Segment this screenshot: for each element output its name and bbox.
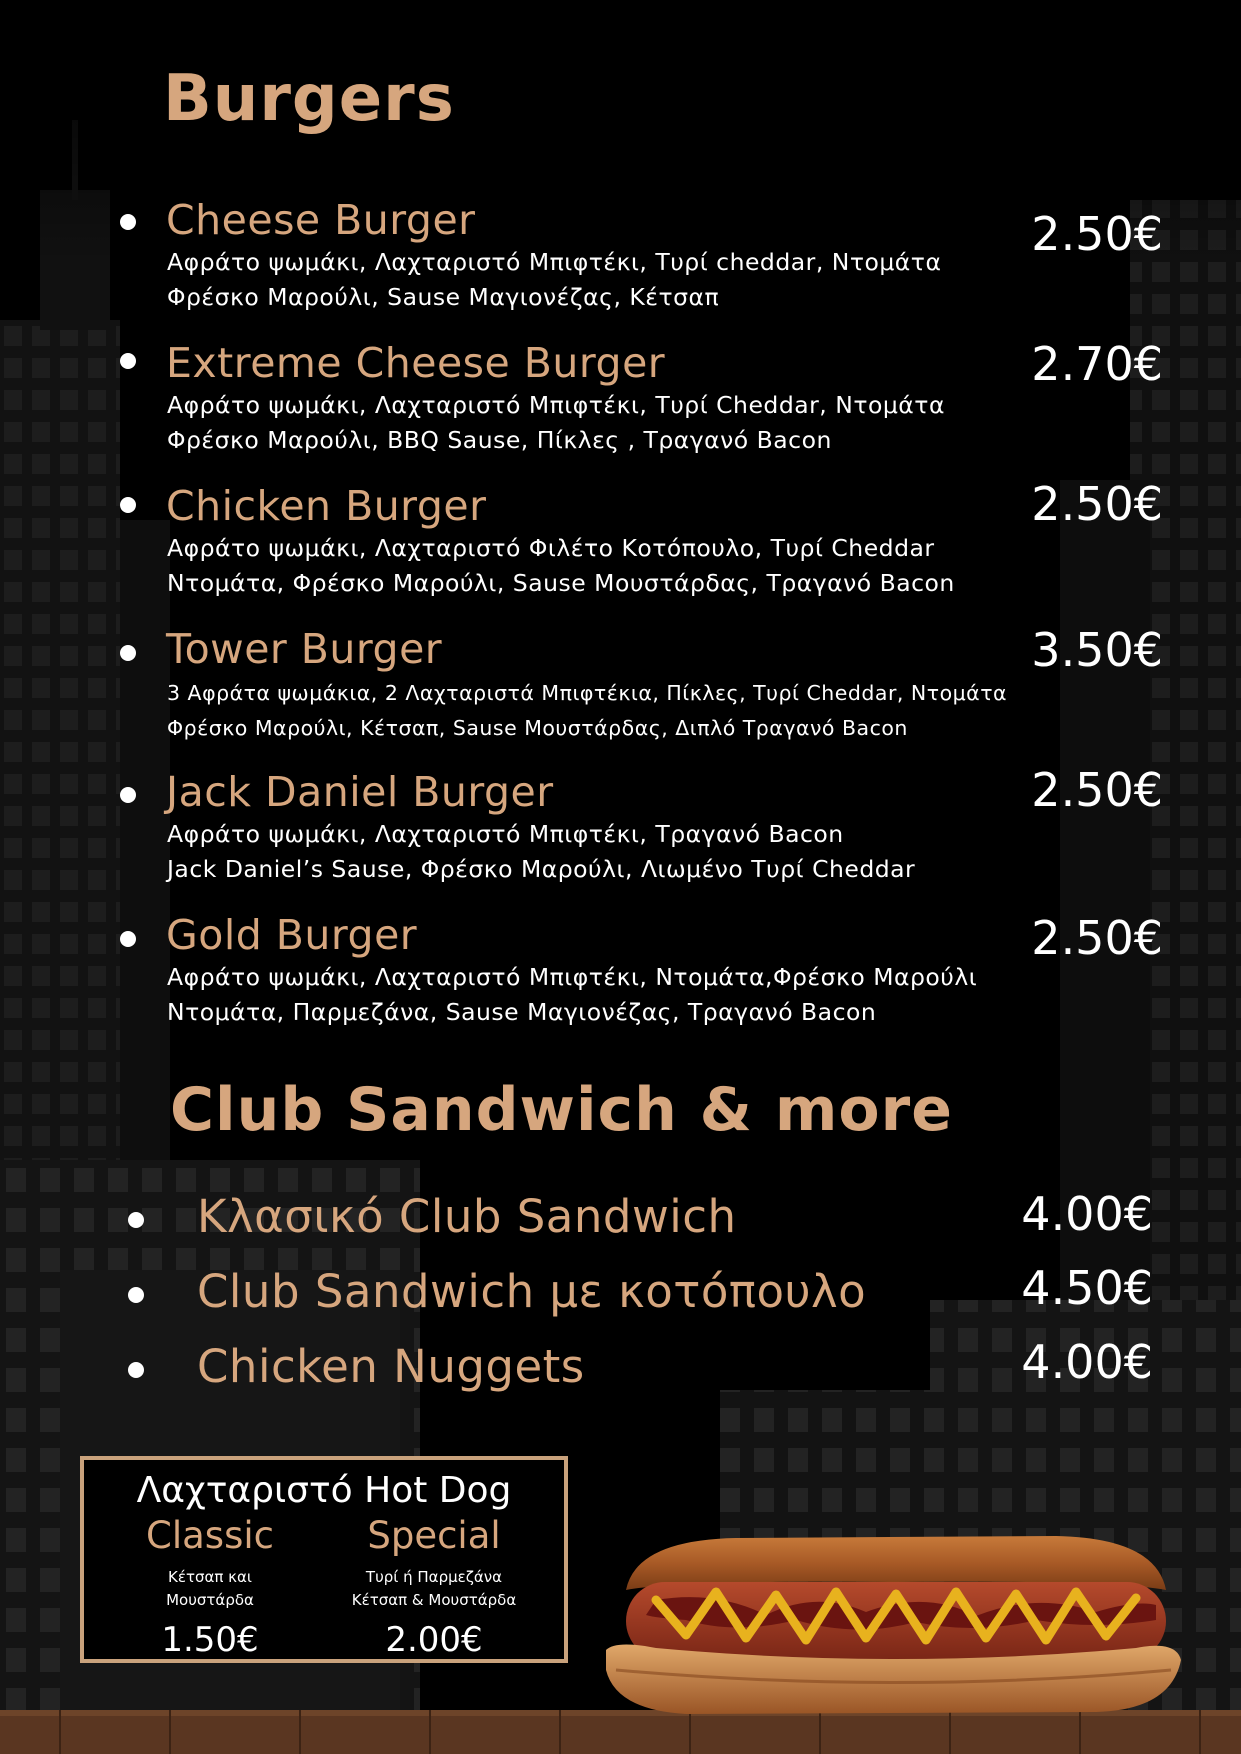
item-description-line: 3 Αφράτα ψωμάκια, 2 Λαχταριστά Μπιφτέκια, Πίκλες, Τυρί Cheddar, Ντομάτα — [167, 681, 1008, 705]
item-price: 2.50€ — [1031, 911, 1163, 965]
hotdog-special-desc: Τυρί ή Παρμεζάνα Κέτσαπ & Μουστάρδα — [351, 1568, 517, 1609]
bullet-icon — [120, 787, 136, 803]
item-description-line: Φρέσκο Μαρούλι, Sause Μαγιονέζας, Κέτσαπ — [167, 283, 720, 311]
bullet-icon — [128, 1362, 144, 1378]
hotdog-classic-price: 1.50€ — [161, 1620, 259, 1660]
hotdog-special — [324, 1514, 544, 1660]
item-name: Gold Burger — [166, 911, 418, 959]
item-description-line: Αφράτο ψωμάκι, Λαχταριστό Φιλέτο Κοτόπουλο, Τυρί Cheddar — [167, 534, 935, 562]
hotdog-classic — [100, 1514, 320, 1660]
item-description-line: Αφράτο ψωμάκι, Λαχταριστό Μπιφτέκι, Τραγανό Bacon — [167, 820, 844, 848]
item-name: Club Sandwich με κοτόπουλο — [197, 1265, 867, 1318]
bullet-icon — [128, 1212, 144, 1228]
bullet-icon — [120, 214, 136, 230]
item-name: Κλασικό Club Sandwich — [197, 1190, 737, 1243]
item-name: Tower Burger — [166, 625, 443, 673]
item-name: Chicken Burger — [166, 482, 487, 530]
item-description-line: Jack Daniel’s Sause, Φρέσκο Μαρούλι, Λιωμένο Τυρί Cheddar — [167, 855, 916, 883]
item-name: Jack Daniel Burger — [166, 768, 554, 816]
hotdog-box — [80, 1456, 568, 1663]
bullet-icon — [120, 931, 136, 947]
bullet-icon — [120, 497, 136, 513]
item-price: 2.70€ — [1031, 337, 1163, 391]
item-price: 2.50€ — [1031, 763, 1163, 817]
item-description-line: Ντομάτα, Φρέσκο Μαρούλι, Sause Μουστάρδας, Τραγανό Bacon — [167, 569, 955, 597]
item-price: 2.50€ — [1031, 207, 1163, 261]
item-price: 4.00€ — [1021, 1187, 1153, 1241]
hotdog-special-name: Special — [367, 1514, 501, 1557]
bullet-icon — [128, 1287, 144, 1303]
hotdog-title: Λαχταριστό Hot Dog — [136, 1470, 512, 1511]
item-name: Chicken Nuggets — [197, 1340, 585, 1393]
bullet-icon — [120, 353, 136, 369]
item-description-line: Αφράτο ψωμάκι, Λαχταριστό Μπιφτέκι, Ντομάτα,Φρέσκο Μαρούλι — [167, 963, 978, 991]
item-name: Cheese Burger — [166, 196, 476, 244]
item-description-line: Φρέσκο Μαρούλι, BBQ Sause, Πίκλες , Τραγανό Bacon — [167, 426, 832, 454]
club-section-title: Club Sandwich & more — [170, 1075, 953, 1145]
item-description-line: Αφράτο ψωμάκι, Λαχταριστό Μπιφτέκι, Τυρί Cheddar, Ντομάτα — [167, 391, 945, 419]
burgers-section-title: Burgers — [163, 62, 455, 136]
hotdog-classic-name: Classic — [146, 1514, 274, 1557]
item-description-line: Αφράτο ψωμάκι, Λαχταριστό Μπιφτέκι, Τυρί cheddar, Ντομάτα — [167, 248, 942, 276]
bullet-icon — [120, 645, 136, 661]
item-description-line: Φρέσκο Μαρούλι, Κέτσαπ, Sause Μουστάρδας, Διπλό Τραγανό Bacon — [167, 716, 908, 740]
hotdog-classic-desc: Κέτσαπ και Μουστάρδα — [166, 1568, 254, 1609]
item-price: 4.50€ — [1021, 1261, 1153, 1315]
item-price: 2.50€ — [1031, 477, 1163, 531]
item-description-line: Ντομάτα, Παρμεζάνα, Sause Μαγιονέζας, Τραγανό Bacon — [167, 998, 877, 1026]
item-price: 4.00€ — [1021, 1335, 1153, 1389]
hotdog-special-price: 2.00€ — [385, 1620, 483, 1660]
hotdog-image — [596, 1520, 1186, 1720]
item-name: Extreme Cheese Burger — [166, 339, 666, 387]
item-price: 3.50€ — [1031, 623, 1163, 677]
